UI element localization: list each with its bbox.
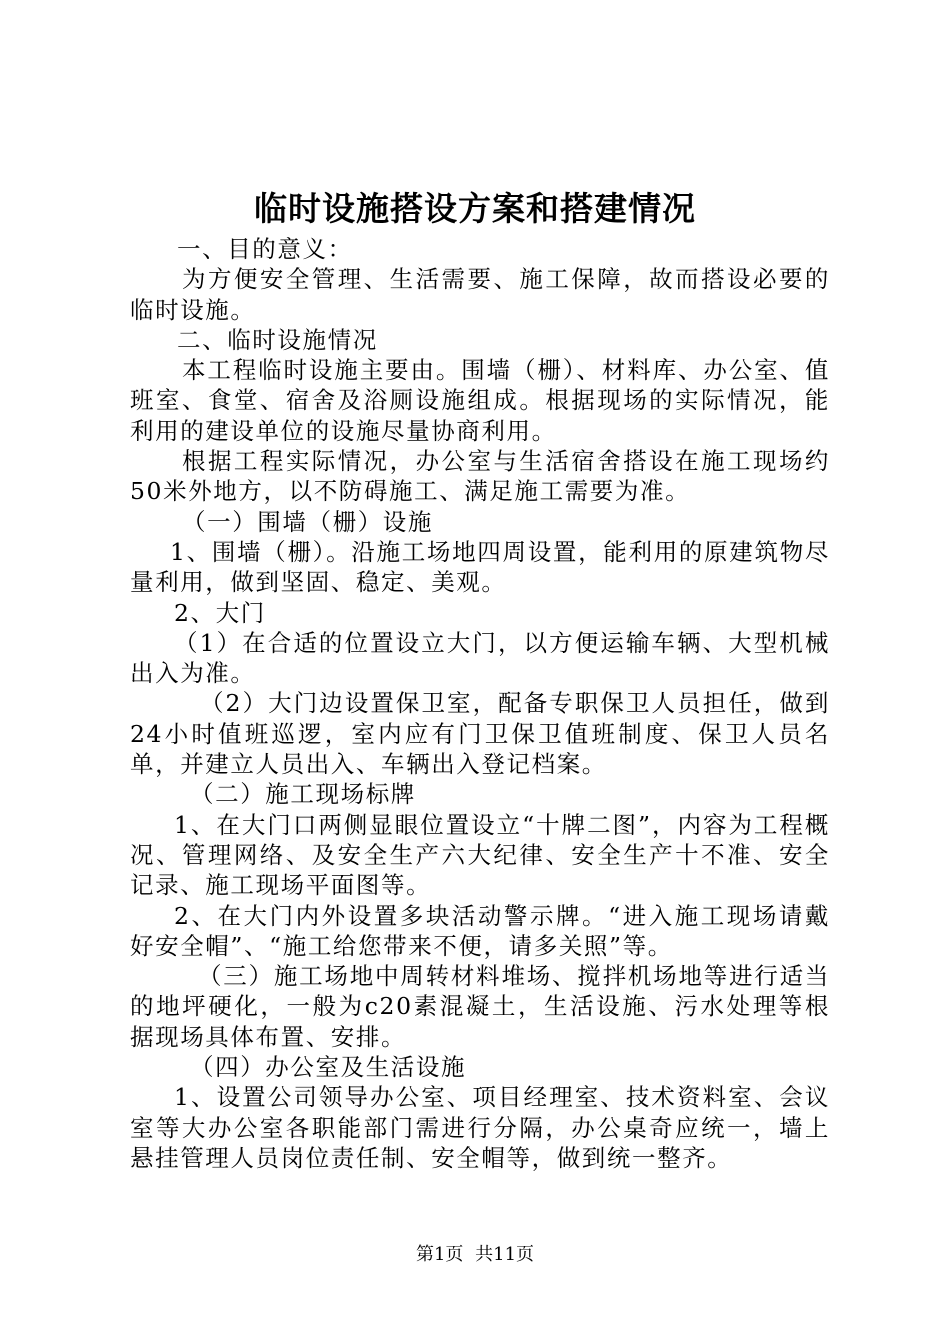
paragraph-fence: 1、围墙（栅）。沿施工场地四周设置，能利用的原建筑物尽量利用，做到坚固、稳定、美观。 xyxy=(130,537,830,597)
subheading-gate: 2、大门 xyxy=(174,598,266,627)
paragraph-office-location: 根据工程实际情况，办公室与生活宿舍搭设在施工现场约50米外地方，以不防碍施工、满足施工需要为准。 xyxy=(130,447,830,506)
subheading-fence: （一）围墙（栅）设施 xyxy=(182,507,433,536)
paragraph-warning-signs: 2、在大门内外设置多块活动警示牌。“进入施工现场请戴好安全帽”、“施工给您带来不便，请多关照”等。 xyxy=(130,901,830,960)
paragraph-gate-location: （1）在合适的位置设立大门，以方便运输车辆、大型机械出入为准。 xyxy=(130,628,830,688)
section-heading-facilities: 二、临时设施情况 xyxy=(177,325,378,354)
page-title: 临时设施搭设方案和搭建情况 xyxy=(254,189,696,228)
page-number-total: 共11页 xyxy=(475,1244,535,1265)
paragraph-gate-guard: （2）大门边设置保卫室，配备专职保卫人员担任，做到24小时值班巡逻，室内应有门卫保卫值班制度、保卫人员名单，并建立人员出入、车辆出入登记档案。 xyxy=(130,689,830,779)
paragraph-facilities-composition: 本工程临时设施主要由。围墙（栅）、材料库、办公室、值班室、食堂、宿舍及浴厕设施组成。根据现场的实际情况，能利用的建设单位的设施尽量协商利用。 xyxy=(130,356,830,445)
subheading-office-living: （四）办公室及生活设施 xyxy=(190,1053,467,1082)
paragraph-signboards: 1、在大门口两侧显眼位置设立“十牌二图”，内容为工程概况、管理网络、及安全生产六大纪律、安全生产十不准、安全记录、施工现场平面图等。 xyxy=(130,810,830,900)
paragraph-office-setup: 1、设置公司领导办公室、项目经理室、技术资料室、会议室等大办公室各职能部门需进行分隔，办公桌奇应统一，墙上悬挂管理人员岗位责任制、安全帽等，做到统一整齐。 xyxy=(130,1083,830,1172)
page-footer xyxy=(0,1243,950,1267)
paragraph-site-hardening: （三）施工场地中周转材料堆场、搅拌机场地等进行适当的地坪硬化，一般为c20素混凝土，生活设施、污水处理等根据现场具体布置、安排。 xyxy=(130,962,830,1051)
document-body xyxy=(130,234,830,1173)
subheading-signboards: （二）施工现场标牌 xyxy=(190,780,416,809)
section-heading-purpose: 一、目的意义： xyxy=(177,235,353,263)
paragraph-purpose: 为方便安全管理、生活需要、施工保障，故而搭设必要的临时设施。 xyxy=(130,265,830,324)
page-number-current: 第1页 xyxy=(415,1244,464,1265)
